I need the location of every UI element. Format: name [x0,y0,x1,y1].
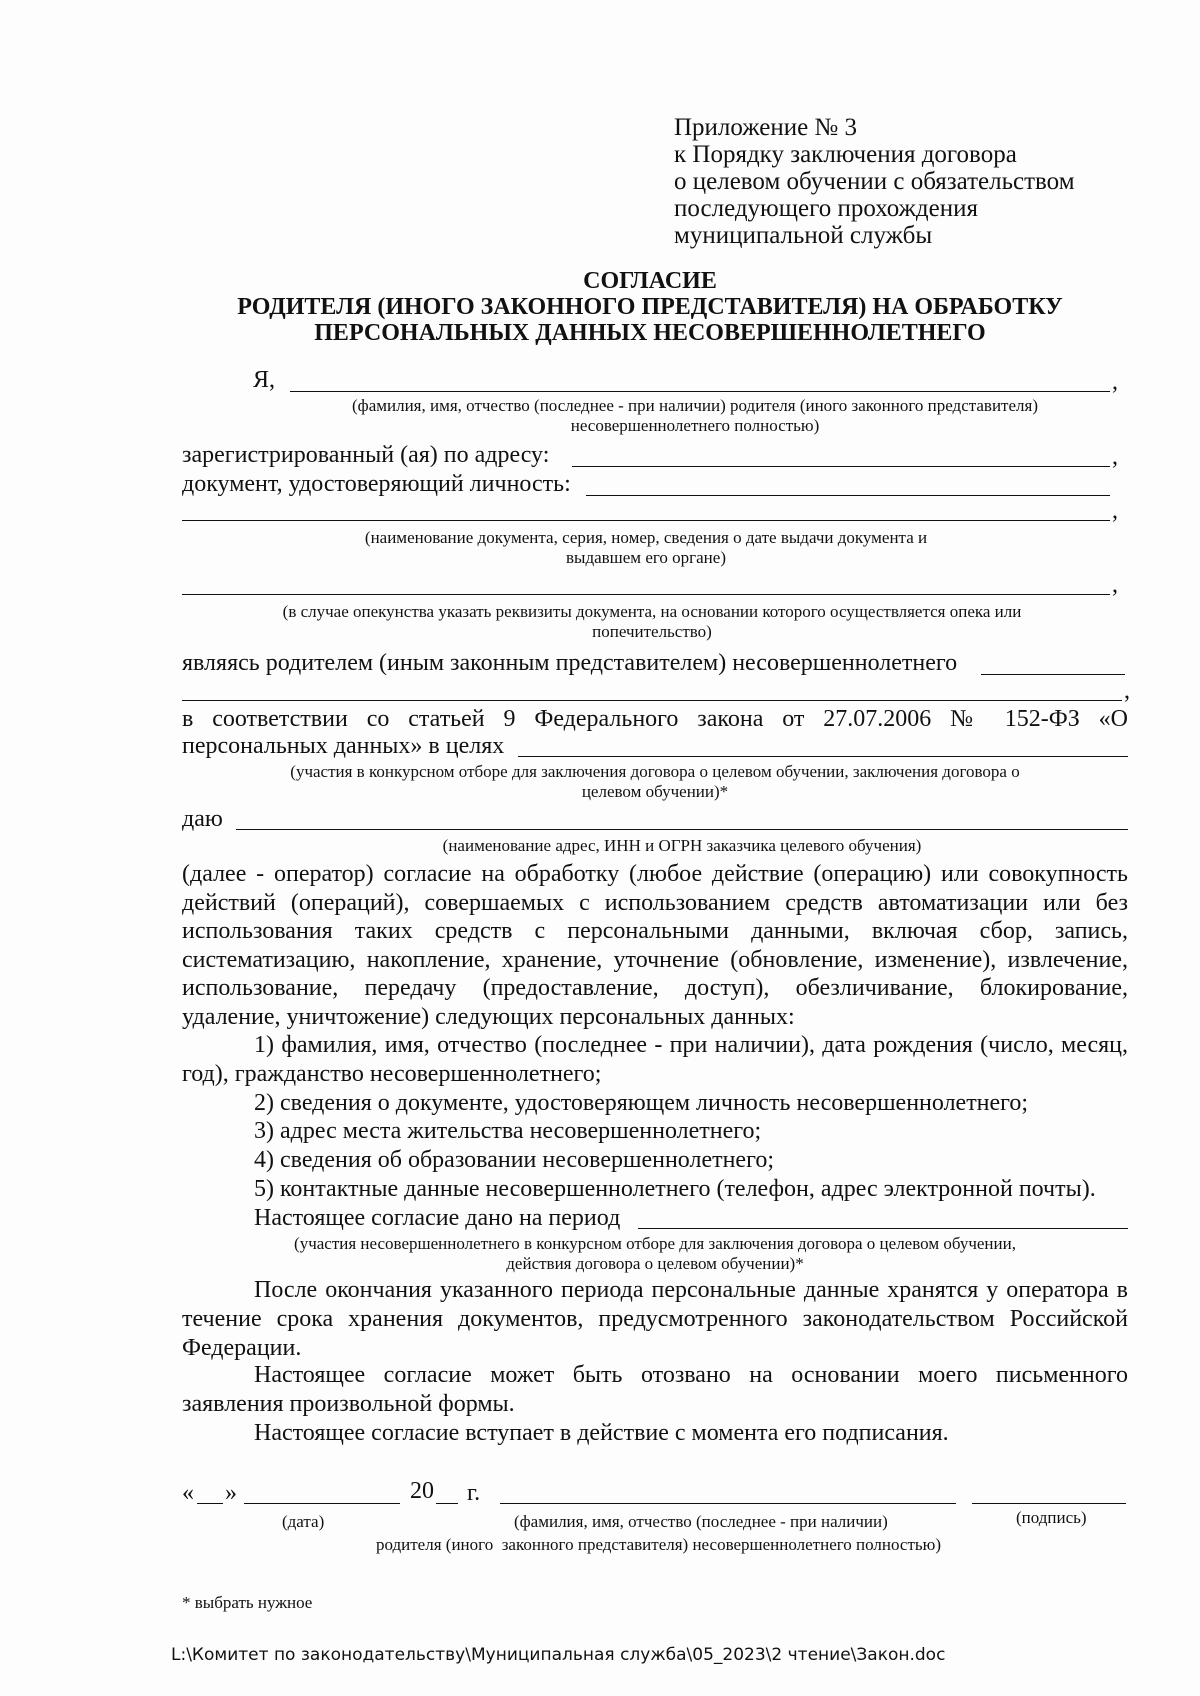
paragraph-line: систематизацию, накопление, хранение, уточнение (обновление, изменение), извлечение, [182,946,1128,973]
hint-line: (участия несовершеннолетнего в конкурсном отборе для заключения договора о целевом обучении, [294,1234,1016,1253]
appendix-line: муниципальной службы [674,222,933,249]
operator-hint: (наименование адрес, ИНН и ОГРН заказчика целевого обучения) [442,836,922,855]
document-field[interactable] [586,495,1110,496]
date-hint: (дата) [282,1512,325,1531]
document-field-line2[interactable] [182,520,1110,521]
paragraph-line: использования таких средств с персональными данными, включая сбор, запись, [182,918,1128,944]
paragraph-line: Настоящее согласие может быть отозвано на основании моего письменного [254,1362,1128,1388]
document-title [150,268,1150,346]
hint-line: (фамилия, имя, отчество (последнее - при наличии) родителя (иного законного представителя) [352,396,1038,415]
month-field[interactable] [244,1503,400,1504]
paragraph-line: удаление, уничтожение) следующих персональных данных: [182,1003,795,1030]
appendix-block [674,114,1174,249]
date-quote-open: « [182,1480,194,1506]
effective-paragraph: Настоящее согласие вступает в действие с момента его подписания. [254,1420,949,1446]
title-line: РОДИТЕЛЯ (ИНОГО ЗАКОННОГО ПРЕДСТАВИТЕЛЯ) НА ОБРАБОТКУ [237,294,1063,320]
appendix-line: к Порядку заключения договора [674,141,1017,168]
signature-field[interactable] [972,1503,1126,1504]
list-item: 2) сведения о документе, удостоверяющем личность несовершеннолетнего; [254,1090,1029,1116]
period-label: Настоящее согласие дано на период [254,1205,621,1231]
signer-name-hint: (фамилия, имя, отчество (последнее - при наличии) [514,1512,888,1531]
comma: , [1112,572,1118,598]
period-hint [182,1234,1128,1274]
hint-line: (участия в конкурсном отборе для заключения договора о целевом обучении, заключения договора о [290,762,1020,781]
operator-field[interactable] [236,829,1128,830]
minor-name-field[interactable] [981,674,1125,675]
comma: , [1124,678,1130,704]
list-item: год), гражданство несовершеннолетнего; [182,1061,602,1087]
address-label: зарегистрированный (ая) по адресу: [182,442,550,468]
period-field[interactable] [638,1228,1128,1229]
list-item: 1) фамилия, имя, отчество (последнее - при наличии), дата рождения (число, месяц, [254,1032,1128,1058]
hint-line: несовершеннолетнего полностью) [570,416,820,435]
revocation-paragraph [182,1361,1128,1419]
signer-name-hint-2: родителя (иного законного представителя) несовершеннолетнего полностью) [376,1535,942,1554]
hint-line: целевом обучении)* [581,782,729,801]
comma: , [1112,369,1118,395]
hint-line: (в случае опекунства указать реквизиты документа, на основании которого осуществляется опека или [282,602,1022,621]
give-label: даю [182,806,223,832]
year-suffix: г. [467,1480,481,1506]
list-item: 4) сведения об образовании несовершеннолетнего; [254,1147,774,1173]
paragraph-line: заявления произвольной формы. [182,1391,515,1417]
date-quote-close: » [225,1480,237,1506]
hint-line: попечительство) [592,622,712,641]
signature-hint: (подпись) [1016,1508,1087,1527]
parent-name-hint [250,396,1140,436]
purpose-hint [182,762,1128,802]
file-path: L:\Комитет по законодательству\Муниципальная служба\05_2023\2 чтение\Закон.doc [171,1645,946,1665]
guardianship-hint [182,602,1122,642]
appendix-line: о целевом обучении с обязательством [674,168,1075,195]
hint-line: действия договора о целевом обучении)* [506,1254,804,1273]
day-field[interactable] [197,1503,223,1504]
document-hint [182,528,1110,568]
appendix-title: Приложение № 3 [674,114,858,141]
appendix-line: последующего прохождения [674,195,978,222]
law-line: в соответствии со статьей 9 Федерального закона от 27.07.2006 № 152-ФЗ «О [182,706,1128,732]
consent-paragraph [182,860,1128,1031]
year-prefix: 20 [410,1478,434,1504]
paragraph-line: течение срока хранения документов, предусмотренного законодательством Российской [182,1306,1128,1332]
comma: , [1112,444,1118,470]
hint-line: (наименование документа, серия, номер, сведения о дате выдачи документа и [364,528,928,547]
hint-line: выдавшем его органе) [566,548,726,567]
guardianship-field[interactable] [182,594,1110,595]
parent-name-field[interactable] [290,391,1110,392]
list-item: 3) адрес места жительства несовершеннолетнего; [254,1118,762,1144]
footnote: * выбрать нужное [182,1593,313,1612]
address-field[interactable] [572,466,1110,467]
list-item: 5) контактные данные несовершеннолетнего (телефон, адрес электронной почты). [254,1176,1096,1202]
paragraph-line: действий (операций), совершаемых с использованием средств автоматизации или без [182,889,1128,916]
paragraph-line: После окончания указанного периода персональные данные хранятся у оператора в [254,1277,1128,1303]
paragraph-line: Федерации. [182,1335,302,1361]
storage-paragraph [182,1276,1128,1363]
parent-label: являясь родителем (иным законным представителем) несовершеннолетнего [182,650,958,676]
purpose-field[interactable] [518,756,1128,757]
document-label: документ, удостоверяющий личность: [182,471,571,497]
title-line: ПЕРСОНАЛЬНЫХ ДАННЫХ НЕСОВЕРШЕННОЛЕТНЕГО [314,320,986,346]
minor-name-field-line2[interactable] [182,700,1122,701]
paragraph-line: (далее - оператор) согласие на обработку (любое действие (операцию) или совокупность [182,861,1128,887]
paragraph-line: использование, передачу (предоставление, доступ), обезличивание, блокирование, [182,975,1128,1001]
i-label: Я, [253,367,276,393]
title-line: СОГЛАСИЕ [583,268,717,294]
year-field[interactable] [436,1503,458,1504]
signer-name-field[interactable] [500,1503,956,1504]
law-line: персональных данных» в целях [182,733,505,759]
comma: , [1112,498,1118,524]
